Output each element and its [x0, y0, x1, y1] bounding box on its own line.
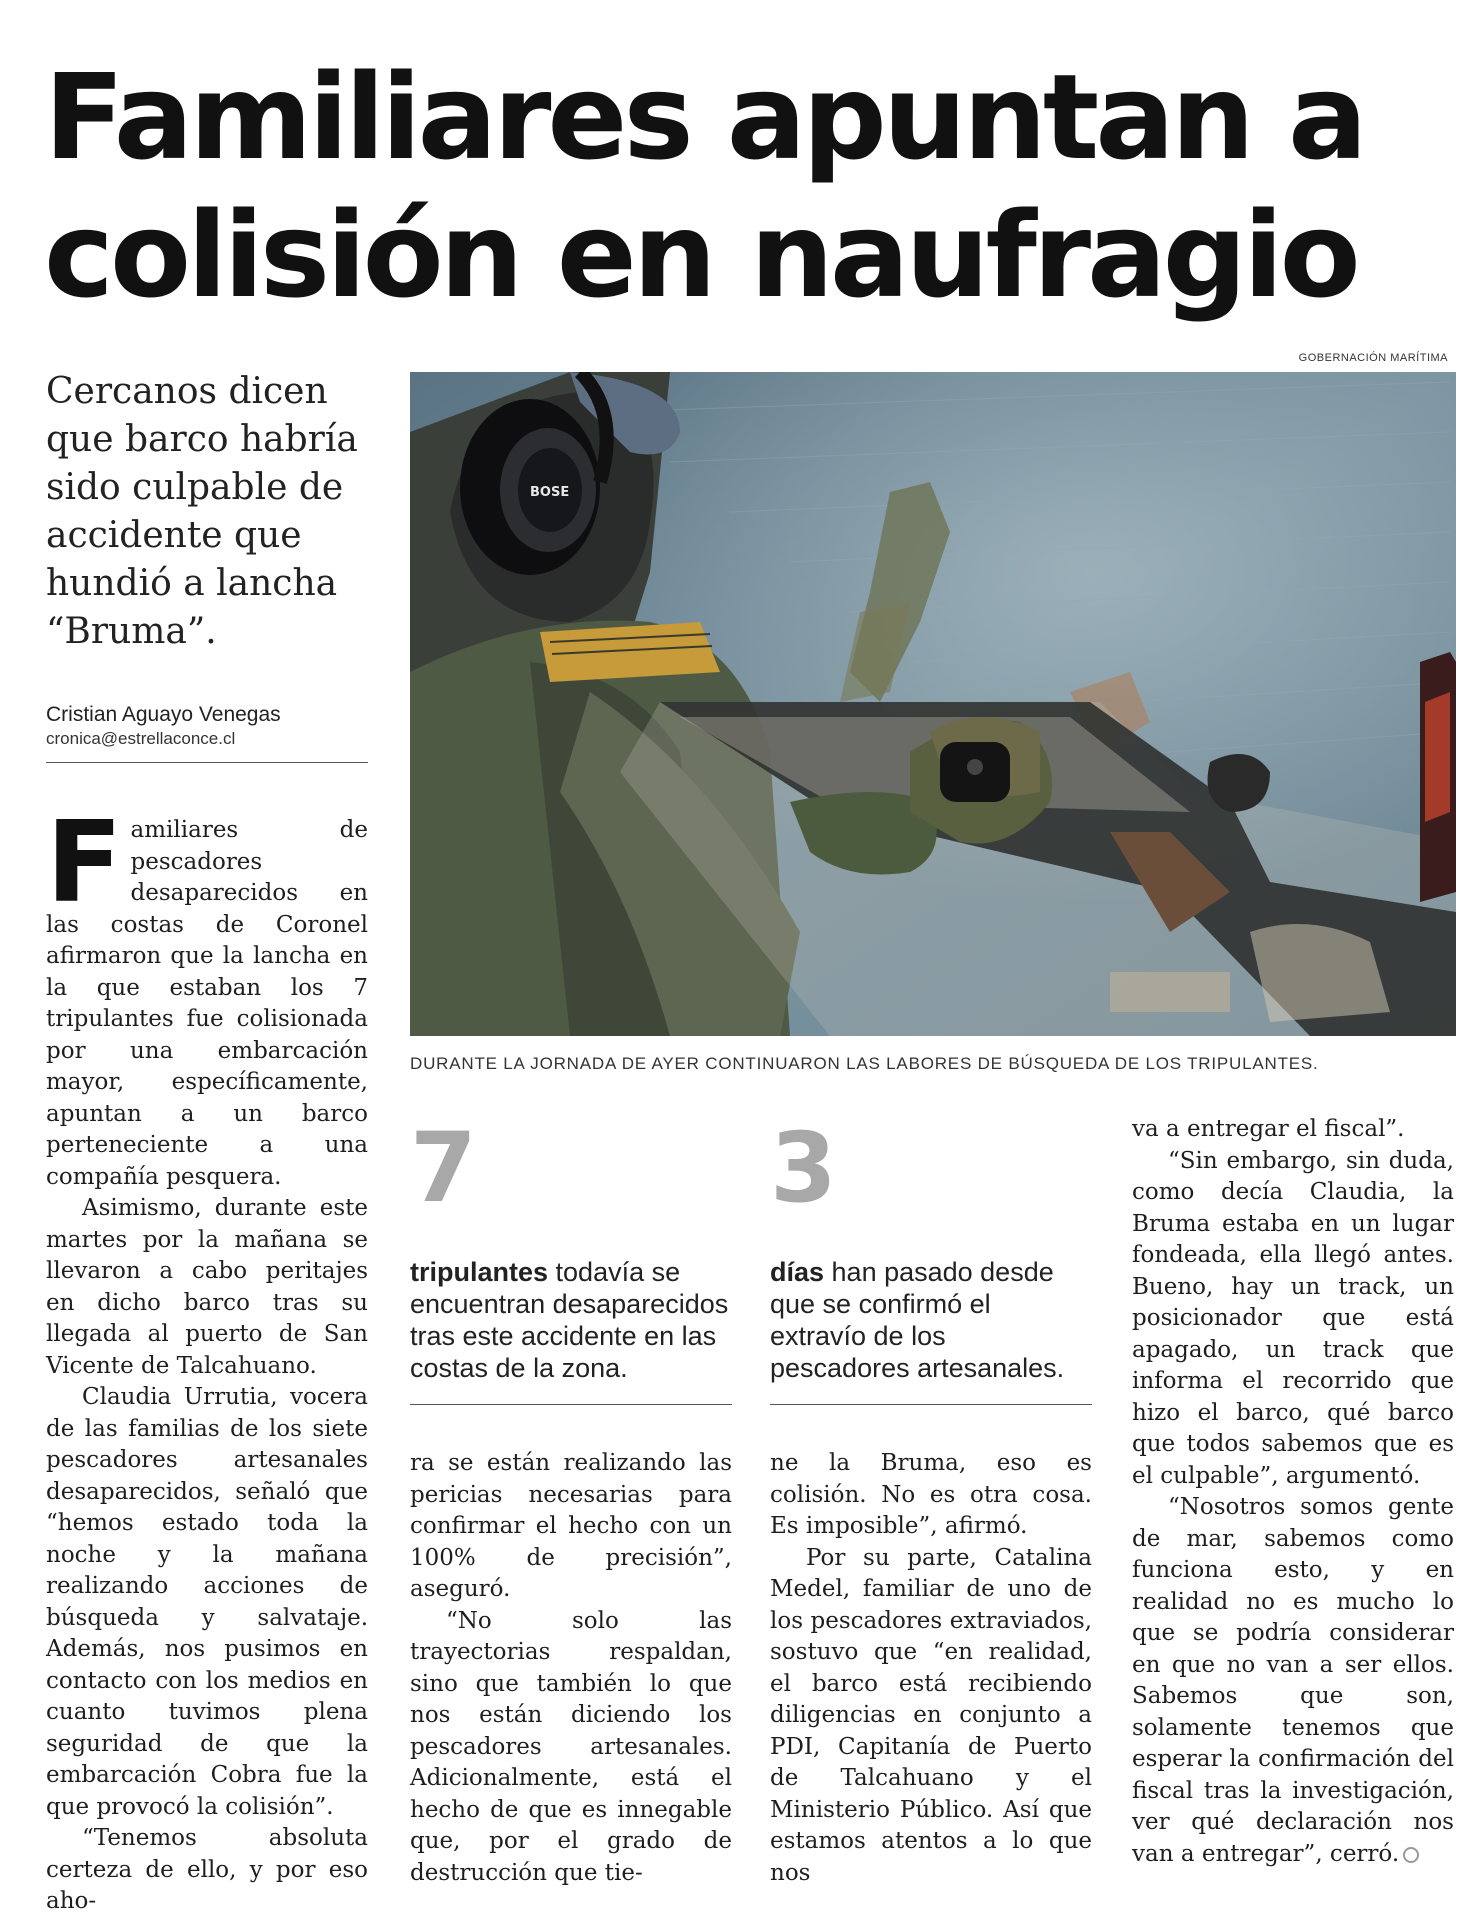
stat-description: todavía se encuentran desaparecidos tras este accidente en las costas de la zona. — [410, 1257, 729, 1383]
stat-box-days — [770, 1112, 1092, 1405]
stat-bold: tripulantes — [410, 1257, 549, 1287]
paragraph-last — [1132, 1492, 1454, 1870]
paragraph: “No solo las trayectorias respaldan, sino que también lo que nos están diciendo los pescadores artesanales. Adicionalmente, está el hecho de que es innegable que, por el grado de destrucción que tie- — [410, 1607, 732, 1886]
article-column-1 — [46, 798, 368, 1918]
paragraph: ne la Bruma, eso es colisión. No es otra cosa. Es imposible”, afirmó. — [770, 1450, 1092, 1539]
paragraph-text: “Nosotros somos gente de mar, sabemos como funciona esto, y en realidad no es mucho lo que se podría considerar en que no van a ser ellos. Sabemos que son, solamente tenemos que esperar la confirmación del fiscal tras la investigación, ver qué declaración nos van a entregar”, cerró. — [1132, 1494, 1454, 1867]
stat-description: han pasado desde que se confirmó el extravío de los pescadores artesanales. — [770, 1257, 1065, 1383]
stat-text — [410, 1256, 732, 1405]
author-email[interactable]: cronica@estrellaconce.cl — [46, 729, 236, 748]
deck-subheadline: Cercanos dicen que barco habría sido culpable de accidente que hundió a lancha “Bruma”. — [46, 371, 358, 652]
stat-number: 7 — [410, 1112, 477, 1224]
paragraph: ra se están realizando las pericias necesarias para confirmar el hecho con un 100% de precisión”, aseguró. — [410, 1450, 732, 1602]
paragraph: amiliares de pescadores desaparecidos en las costas de Coronel afirmaron que la lancha en la que estaban los 7 tripulantes fue colisionada por una embarcación mayor, específicamente, apuntan a un barco perteneciente a una compañía pesquera. — [46, 817, 368, 1190]
article-column-3 — [770, 1448, 1092, 1889]
drop-cap: F — [46, 798, 123, 928]
paragraph: Asimismo, durante este martes por la mañana se llevaron a cabo peritajes en dicho barco tras su llegada al puerto de San Vicente de Talcahuano. — [46, 1195, 368, 1379]
stat-text — [770, 1256, 1092, 1405]
headset-logo: BOSE — [530, 485, 570, 500]
paragraph: Claudia Urrutia, vocera de las familias de los siete pescadores artesanales desaparecidos, señaló que “hemos estado toda la noche y la mañana realizando acciones de búsqueda y salvataje. Además, nos pusimos en contacto con los medios en cuanto tuvimos plena seguridad de que la embarcación Cobra fue la que provocó la colisión”. — [46, 1384, 368, 1820]
stat-number: 3 — [770, 1112, 837, 1224]
paragraph: Por su parte, Catalina Medel, familiar de uno de los pescadores extraviados, sostuvo que “en realidad, el barco está recibiendo diligencias en conjunto a PDI, Capitanía de Puerto de Talcahuano y el Ministerio Público. Así que estamos atentos a lo que nos — [770, 1544, 1092, 1886]
photo-caption: DURANTE LA JORNADA DE AYER CONTINUARON LAS LABORES DE BÚSQUEDA DE LOS TRIPULANTES. — [410, 1054, 1319, 1073]
stat-box-crew — [410, 1112, 732, 1405]
stat-bold: días — [770, 1257, 825, 1287]
headline: Familiares apuntan a colisión en naufragio — [44, 48, 1364, 324]
article-column-4 — [1132, 1114, 1454, 1870]
paragraph: va a entregar el fiscal”. — [1132, 1116, 1405, 1142]
photo-credit: GOBERNACIÓN MARÍTIMA — [1298, 352, 1448, 364]
author-name: Cristian Aguayo Venegas — [46, 703, 281, 726]
byline — [46, 702, 368, 763]
paragraph: “Tenemos absoluta certeza de ello, y por eso aho- — [46, 1825, 368, 1914]
news-photo — [410, 372, 1456, 1036]
paragraph: “Sin embargo, sin duda, como decía Claudia, la Bruma estaba en un lugar fondeada, ella llegó antes. Bueno, hay un track, un posicionador que está apagado, un track que informa el recorrido que hizo el barco, qué barco que todos sabemos que es el culpable”, argumentó. — [1132, 1147, 1454, 1489]
article-column-2 — [410, 1448, 732, 1889]
end-mark-icon — [1403, 1847, 1419, 1863]
